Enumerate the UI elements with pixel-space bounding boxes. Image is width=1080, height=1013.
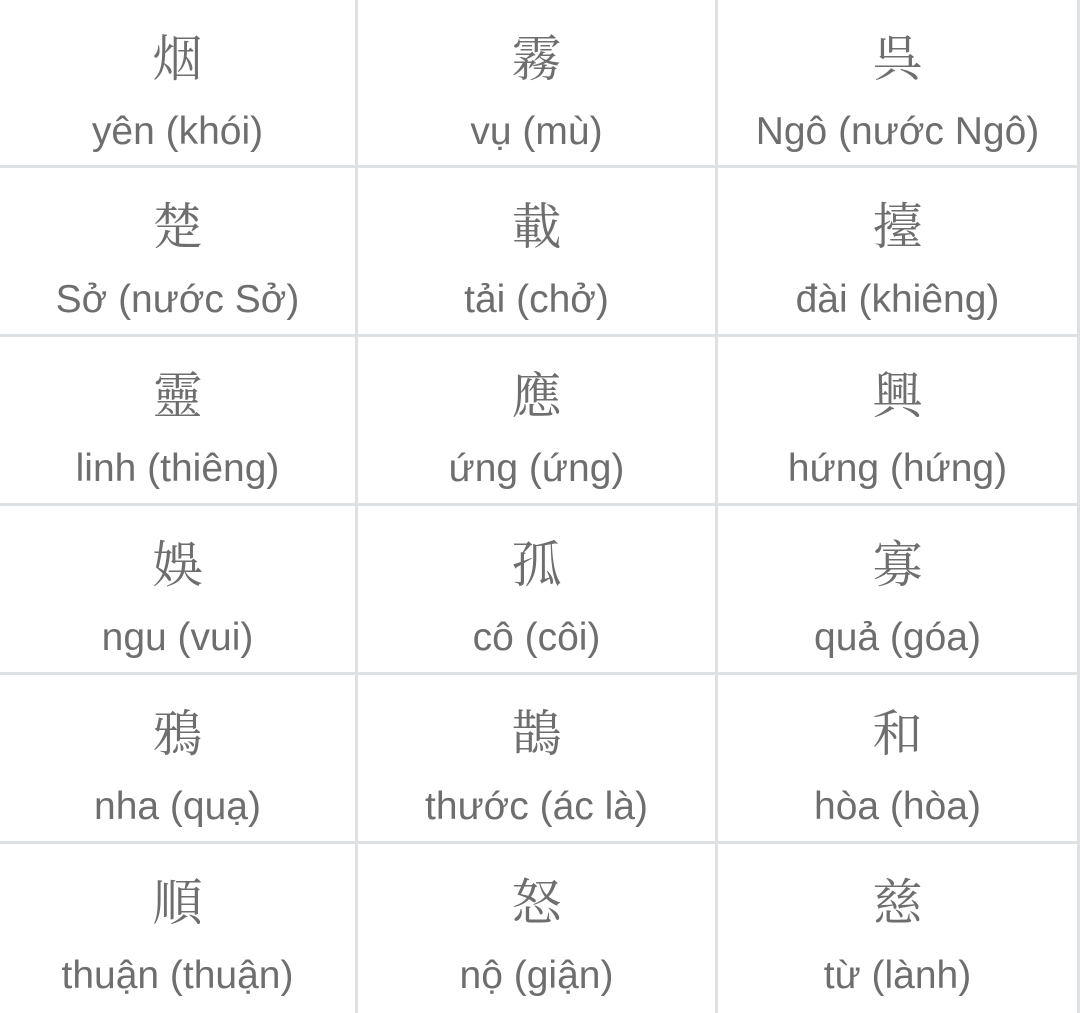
reading-text: linh (thiêng) — [75, 447, 280, 490]
han-character: 怒 — [511, 874, 562, 932]
reading-text: đài (khiêng) — [795, 278, 1000, 321]
han-character: 興 — [872, 367, 923, 425]
han-character: 烟 — [152, 30, 203, 88]
han-character: 載 — [511, 198, 562, 256]
han-character: 鵲 — [511, 705, 562, 763]
han-character: 娛 — [152, 536, 203, 594]
reading-text: Sở (nước Sở) — [55, 278, 300, 321]
reading-text: ngu (vui) — [101, 616, 254, 659]
han-character: 霧 — [511, 30, 562, 88]
vocab-cell — [718, 506, 1080, 675]
han-character: 寡 — [872, 536, 923, 594]
vocab-cell — [0, 337, 358, 506]
vocab-cell — [718, 337, 1080, 506]
reading-text: hòa (hòa) — [814, 785, 981, 828]
vocab-cell — [358, 844, 718, 1013]
reading-text: từ (lành) — [823, 954, 972, 997]
reading-text: ứng (ứng) — [448, 447, 625, 490]
reading-text: nha (quạ) — [94, 785, 261, 828]
vocab-cell — [0, 168, 358, 337]
reading-text: yên (khói) — [91, 110, 264, 153]
reading-text: hứng (hứng) — [787, 447, 1008, 490]
han-character: 慈 — [872, 874, 923, 932]
vocab-cell — [358, 168, 718, 337]
vocab-cell — [358, 506, 718, 675]
vocab-cell — [0, 844, 358, 1013]
reading-text: thuận (thuận) — [61, 954, 294, 997]
reading-text: tải (chở) — [464, 278, 609, 321]
reading-text: thước (ác là) — [425, 785, 648, 828]
reading-text: Ngô (nước Ngô) — [755, 110, 1040, 153]
reading-text: vụ (mù) — [470, 110, 603, 153]
vocab-cell — [358, 675, 718, 844]
han-character: 楚 — [152, 198, 203, 256]
han-character: 呉 — [872, 30, 923, 88]
vocab-cell — [718, 675, 1080, 844]
vocab-cell — [0, 675, 358, 844]
han-character: 應 — [511, 367, 562, 425]
han-character: 和 — [872, 705, 923, 763]
han-character: 靈 — [152, 367, 203, 425]
vocab-cell — [0, 0, 358, 168]
han-character: 孤 — [511, 536, 562, 594]
vocab-cell — [718, 844, 1080, 1013]
reading-text: cô (côi) — [472, 616, 601, 659]
reading-text: nộ (giận) — [459, 954, 614, 997]
han-character: 順 — [152, 874, 203, 932]
vocab-cell — [358, 337, 718, 506]
vocab-cell — [0, 506, 358, 675]
han-character: 鴉 — [152, 705, 203, 763]
vocab-cell — [358, 0, 718, 168]
han-character: 擡 — [872, 198, 923, 256]
vocab-cell — [718, 0, 1080, 168]
reading-text: quả (góa) — [814, 616, 981, 659]
vocab-cell — [718, 168, 1080, 337]
